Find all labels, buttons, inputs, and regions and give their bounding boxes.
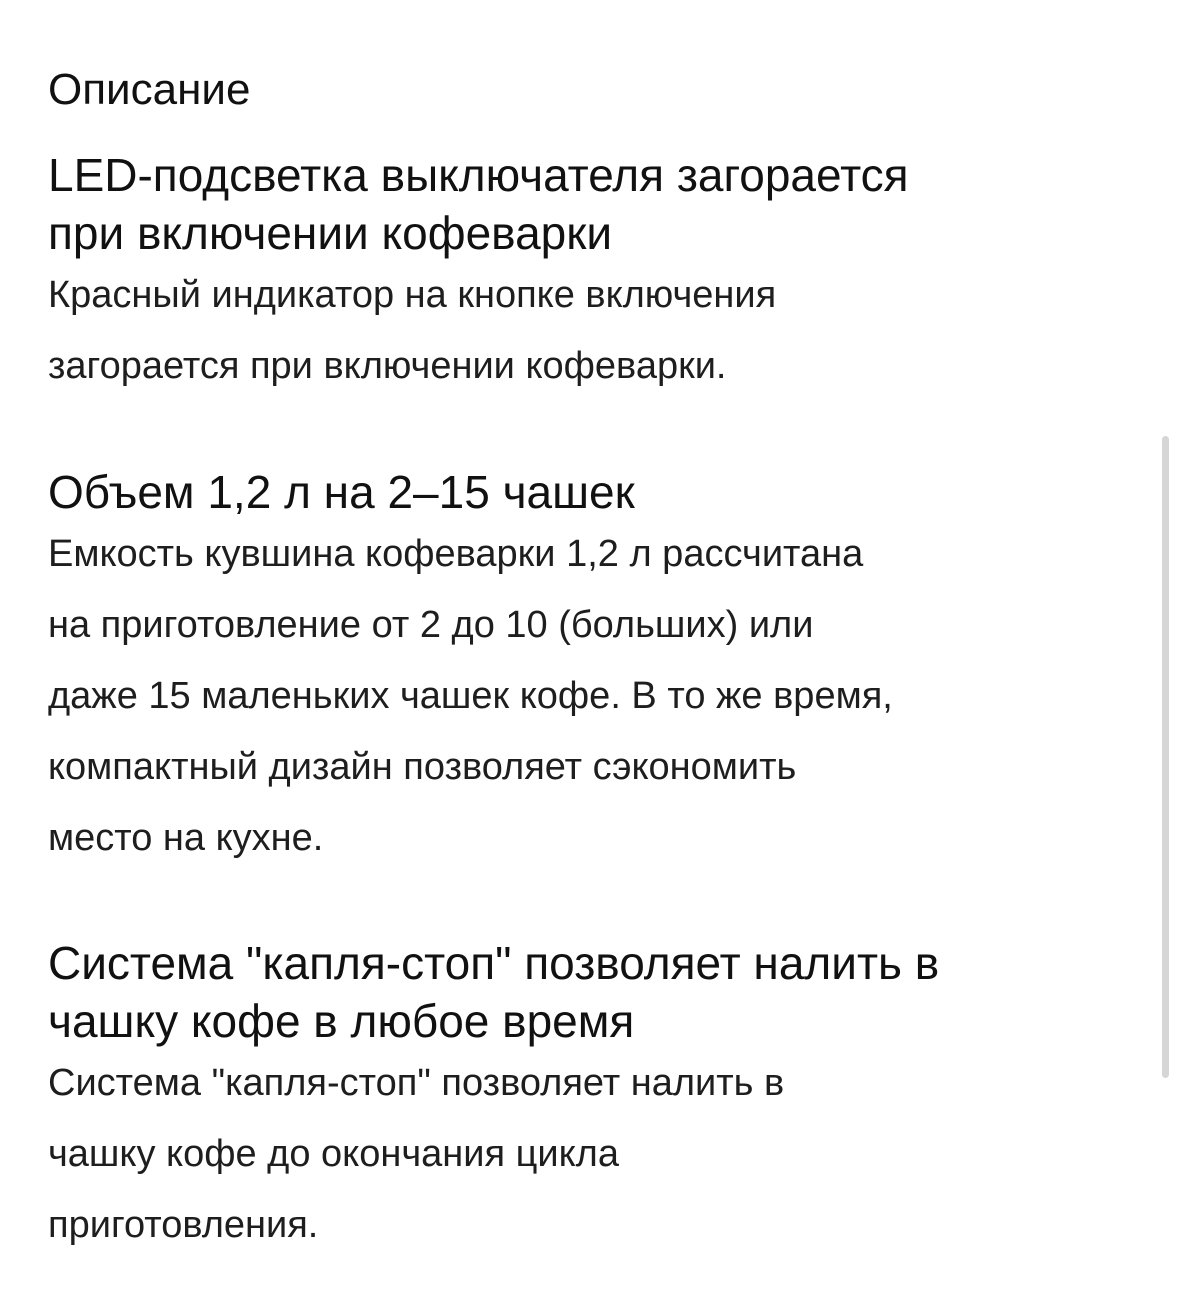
feature-title-line: чашку кофе в любое время [48,995,635,1047]
feature-text [48,1048,1138,1261]
feature-text-line: чашку кофе до окончания цикла [48,1133,619,1175]
feature-text-line: на приготовление от 2 до 10 (больших) или [48,604,814,646]
feature-title-line: при включении кофеварки [48,207,613,259]
feature-title [48,146,1138,262]
feature-title-line: Объем 1,2 л на 2–15 чашек [48,466,635,518]
feature-drip-stop [48,934,1138,1261]
feature-text-line: Система "капля-стоп" позволяет налить в [48,1062,785,1104]
feature-text-line: Емкость кувшина кофеварки 1,2 л рассчитана [48,533,864,575]
section-heading: Описание [48,65,251,114]
feature-capacity [48,463,1138,874]
scrollbar-thumb[interactable] [1162,436,1169,1078]
feature-led-backlight [48,146,1138,402]
feature-text [48,519,1138,874]
feature-title-line: LED-подсветка выключателя загорается [48,149,909,201]
feature-text-line: компактный дизайн позволяет сэкономить [48,746,797,788]
feature-text [48,260,1138,402]
feature-text-line: Красный индикатор на кнопке включения [48,274,777,316]
feature-title [48,934,1138,1050]
feature-text-line: даже 15 маленьких чашек кофе. В то же время, [48,675,893,717]
feature-title-line: Система "капля-стоп" позволяет налить в [48,937,940,989]
feature-text-line: загорается при включении кофеварки. [48,345,727,387]
feature-text-line: место на кухне. [48,817,324,859]
feature-text-line: приготовления. [48,1204,319,1246]
feature-title [48,463,1138,521]
